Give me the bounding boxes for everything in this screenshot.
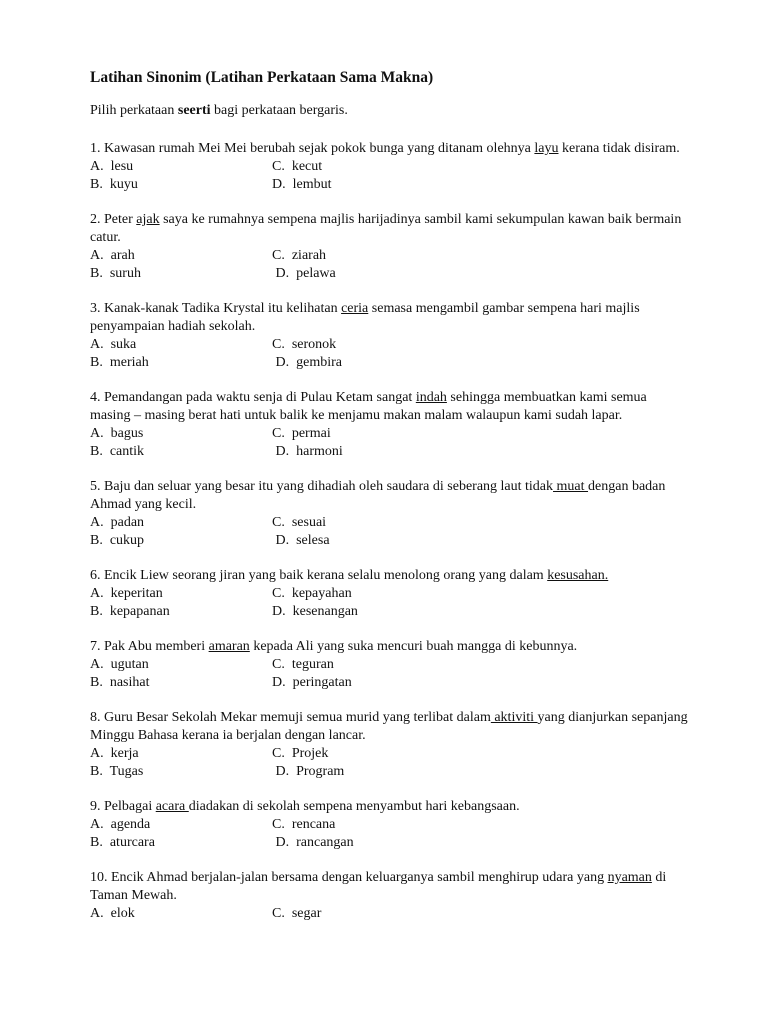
options-row (90, 834, 728, 852)
options-row (90, 585, 728, 603)
option-b: B. Tugas (90, 764, 144, 779)
question-text (90, 389, 690, 425)
underlined-keyword: ceria (341, 301, 369, 316)
question-text-after: sehingga membuatkan kami semua masing – masing berat hati untuk balik ke menjamu makan malam walaupun kami sudah lapar. (90, 390, 647, 423)
option-c: C. kepayahan (272, 586, 352, 601)
option-c: C. kecut (272, 159, 323, 174)
option-c: C. rencana (272, 817, 336, 832)
question-text (90, 709, 690, 745)
option-a: A. bagus (90, 426, 144, 441)
option-a: A. arah (90, 248, 135, 263)
underlined-keyword: ajak (136, 212, 160, 227)
instruction-bold-word: seerti (177, 103, 211, 118)
options-row (90, 656, 728, 674)
option-a: A. elok (90, 906, 135, 921)
option-b: B. kepapanan (90, 604, 170, 619)
question-text (90, 869, 690, 905)
options-row (90, 354, 728, 372)
underlined-keyword: aktiviti (490, 710, 538, 725)
instruction-text (90, 102, 728, 120)
option-d: D. Program (272, 764, 345, 779)
instruction-before: Pilih perkataan (90, 103, 178, 118)
option-b: B. meriah (90, 355, 149, 370)
question-text-after: kerana tidak disiram. (558, 141, 680, 156)
option-b: B. aturcara (90, 835, 155, 850)
question-text (90, 798, 690, 816)
option-a: A. lesu (90, 159, 134, 174)
underlined-keyword: kesusahan. (547, 568, 609, 583)
options-row (90, 816, 728, 834)
option-d: D. harmoni (272, 444, 343, 459)
option-a: A. padan (90, 515, 145, 530)
question-7 (90, 638, 728, 692)
question-text-after: saya ke rumahnya sempena majlis harijadinya sambil kami sekumpulan kawan baik bermain catur. (90, 212, 682, 245)
options-row (90, 745, 728, 763)
question-text-after: dengan badan Ahmad yang kecil. (90, 479, 666, 512)
underlined-keyword: amaran (208, 639, 250, 654)
option-d: D. selesa (272, 533, 330, 548)
options-row (90, 336, 728, 354)
option-b: B. cukup (90, 533, 145, 548)
question-text (90, 567, 690, 585)
question-9 (90, 798, 728, 852)
question-text-before: 10. Encik Ahmad berjalan-jalan bersama dengan keluarganya sambil menghirup udara yang (90, 870, 608, 885)
question-text-after: semasa mengambil gambar sempena hari majlis penyampaian hadiah sekolah. (90, 301, 640, 334)
underlined-keyword: nyaman (607, 870, 652, 885)
option-c: C. ziarah (272, 248, 327, 263)
options-row (90, 674, 728, 692)
question-text (90, 478, 690, 514)
options-row (90, 603, 728, 621)
option-d: D. gembira (272, 355, 342, 370)
option-a: A. keperitan (90, 586, 163, 601)
underlined-keyword: layu (534, 141, 559, 156)
option-d: D. pelawa (272, 266, 336, 281)
question-text (90, 638, 690, 656)
question-6 (90, 567, 728, 621)
question-text-after: yang dianjurkan sepanjang Minggu Bahasa kerana ia berjalan dengan lancar. (90, 710, 688, 743)
question-3 (90, 300, 728, 372)
option-c: C. segar (272, 906, 322, 921)
question-4 (90, 389, 728, 461)
options-row (90, 905, 728, 923)
question-8 (90, 709, 728, 781)
question-text-after: kepada Ali yang suka mencuri buah mangga di kebunnya. (249, 639, 578, 654)
worksheet-title: Latihan Sinonim (Latihan Perkataan Sama Makna) (90, 69, 434, 86)
option-c: C. permai (272, 426, 331, 441)
options-row (90, 532, 728, 550)
question-text (90, 300, 690, 336)
option-a: A. ugutan (90, 657, 149, 672)
question-2 (90, 211, 728, 283)
question-text-before: 3. Kanak-kanak Tadika Krystal itu kelihatan (90, 301, 342, 316)
options-row (90, 247, 728, 265)
question-text-before: 1. Kawasan rumah Mei Mei berubah sejak pokok bunga yang ditanam olehnya (90, 141, 535, 156)
options-row (90, 443, 728, 461)
question-text-after: diadakan di sekolah sempena menyambut hari kebangsaan. (188, 799, 520, 814)
question-1 (90, 140, 728, 194)
options-row (90, 176, 728, 194)
option-a: A. agenda (90, 817, 151, 832)
option-b: B. suruh (90, 266, 141, 281)
option-d: D. rancangan (272, 835, 354, 850)
option-b: B. cantik (90, 444, 145, 459)
question-text-before: 6. Encik Liew seorang jiran yang baik kerana selalu menolong orang yang dalam (90, 568, 548, 583)
question-5 (90, 478, 728, 550)
option-c: C. teguran (272, 657, 334, 672)
options-row (90, 514, 728, 532)
underlined-keyword: acara (155, 799, 189, 814)
question-text-before: 9. Pelbagai (90, 799, 156, 814)
option-b: B. kuyu (90, 177, 138, 192)
question-text-before: 4. Pemandangan pada waktu senja di Pulau Ketam sangat (90, 390, 416, 405)
option-b: B. nasihat (90, 675, 150, 690)
option-d: D. kesenangan (272, 604, 358, 619)
question-text-before: 2. Peter (90, 212, 137, 227)
options-row (90, 158, 728, 176)
option-d: D. lembut (272, 177, 332, 192)
question-text-after: di Taman Mewah. (90, 870, 667, 903)
option-c: C. seronok (272, 337, 337, 352)
option-a: A. suka (90, 337, 137, 352)
options-row (90, 265, 728, 283)
underlined-keyword: indah (415, 390, 447, 405)
question-text-before: 8. Guru Besar Sekolah Mekar memuji semua murid yang terlibat dalam (90, 710, 491, 725)
question-text (90, 211, 690, 247)
question-text-before: 5. Baju dan seluar yang besar itu yang dihadiah oleh saudara di seberang laut tidak (90, 479, 554, 494)
underlined-keyword: muat (553, 479, 589, 494)
instruction-after: bagi perkataan bergaris. (210, 103, 348, 118)
question-text (90, 140, 690, 158)
options-row (90, 425, 728, 443)
question-text-before: 7. Pak Abu memberi (90, 639, 209, 654)
option-a: A. kerja (90, 746, 139, 761)
option-d: D. peringatan (272, 675, 352, 690)
option-c: C. Projek (272, 746, 329, 761)
option-c: C. sesuai (272, 515, 327, 530)
options-row (90, 763, 728, 781)
question-10 (90, 869, 728, 923)
